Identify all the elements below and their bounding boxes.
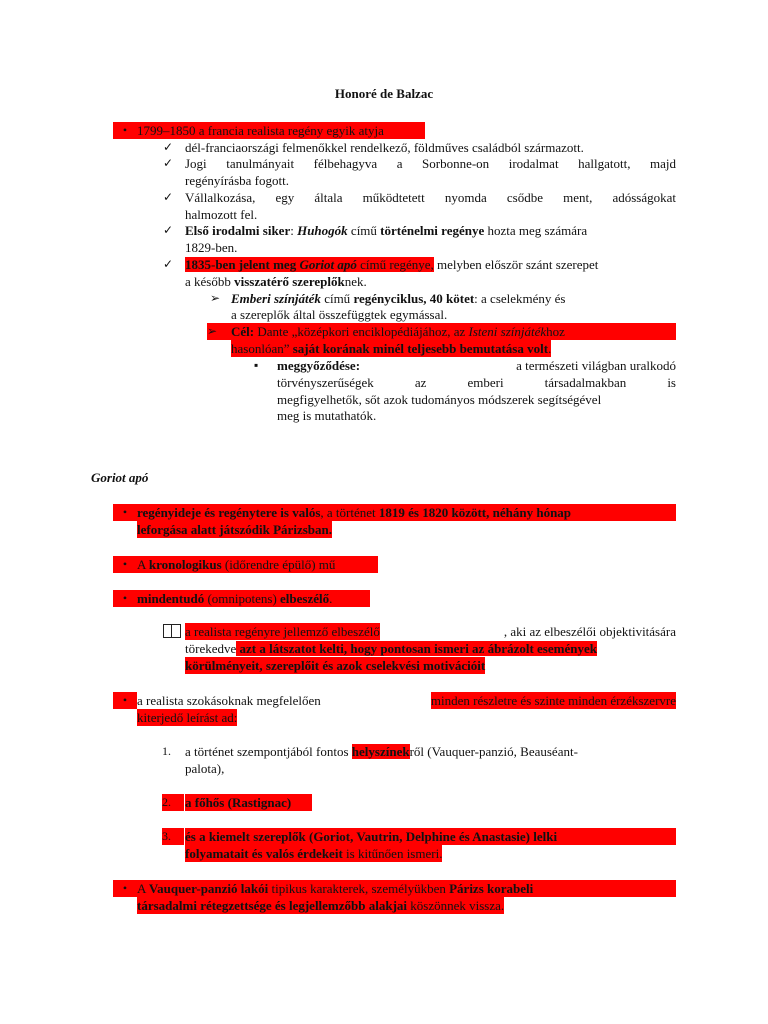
check-icon: ✓ (163, 140, 174, 154)
arrow-text: a szereplők által összefüggtek egymással. (231, 307, 448, 322)
arrow-text: Cél: Dante „középkori enciklopédiájához, az Isteni színjátékhoz (231, 323, 676, 340)
check-text: a később visszatérő szereplőknek. (185, 274, 367, 289)
arrow-icon: ➢ (207, 323, 231, 340)
bullet-marker: • (113, 504, 137, 521)
bullet-text: 1799–1850 a francia realista regény egyik atyja (137, 122, 425, 139)
book-text: a realista regényre jellemző elbeszélő , aki az elbeszélői objektivitására (185, 624, 676, 639)
list-number: 1. (162, 744, 171, 758)
check-text: Jogi tanulmányait félbehagyva a Sorbonne-on irodalmat hallgatott, majd (185, 156, 676, 171)
section-heading: Goriot apó (91, 470, 149, 485)
list-item-text: a történet szempontjából fontos helyszínekről (Vauquer-panzió, Beauséant- (185, 744, 578, 759)
book-text: törekedve azt a látszatot kelti, hogy pontosan ismeri az ábrázolt események (185, 641, 597, 656)
open-book-icon (163, 624, 181, 638)
check-text: regényírásba fogott. (185, 173, 289, 188)
check-icon: ✓ (163, 257, 174, 271)
bullet-marker: • (113, 692, 137, 709)
check-text: 1829-ben. (185, 240, 238, 255)
list-item-text: folyamatait és valós érdekeit is kitűnően ismeri. (185, 846, 443, 861)
bullet-text: regényideje és regénytere is valós, a történet 1819 és 1820 között, néhány hónap (137, 504, 676, 521)
list-item-text: a főhős (Rastignac) (185, 794, 312, 811)
check-icon: ✓ (163, 223, 174, 237)
list-number: 3. (162, 828, 184, 845)
bullet-text: a realista szokásoknak megfelelően minden részletre és szinte minden érzékszervre (137, 693, 676, 708)
bullet-text: A Vauquer-panzió lakói tipikus karakterek, személyükben Párizs korabeli (137, 880, 676, 897)
check-text: Vállalkozása, egy általa működtetett nyomda csődbe ment, adósságokat (185, 190, 676, 205)
arrow-text: Emberi színjáték című regényciklus, 40 kötet: a cselekmény és (231, 291, 566, 306)
bullet-text: leforgása alatt játszódik Párizsban. (137, 522, 332, 537)
check-icon: ✓ (163, 156, 174, 170)
list-item-text: és a kiemelt szereplők (Goriot, Vautrin, Delphine és Anastasie) lelki (185, 828, 676, 845)
check-text: 1835-ben jelent meg Goriot apó című regénye, melyben először szánt szerepet (185, 257, 599, 272)
check-text: dél-franciaországi felmenőkkel rendelkező, földműves családból származott. (185, 140, 584, 155)
sub-text: megfigyelhetők, sőt azok tudományos módszerek segítségével (277, 392, 602, 407)
page-title: Honoré de Balzac (334, 86, 434, 101)
bullet-text: kiterjedő leírást ad: (137, 710, 238, 725)
bullet-marker: • (113, 590, 137, 607)
list-item-text: palota), (185, 761, 225, 776)
check-icon: ✓ (163, 190, 174, 204)
sub-text: meg is mutathatók. (277, 408, 377, 423)
square-bullet-icon: ▪ (254, 358, 259, 372)
bullet-text: A kronologikus (időrendre épülő) mű (137, 556, 378, 573)
bullet-text: társadalmi rétegzettsége és legjellemzőbb alakjai köszönnek vissza. (137, 898, 505, 913)
sub-text: törvényszerűségek az emberi társadalmakban is (277, 375, 676, 390)
sub-text: meggyőződése: a természeti világban uralkodó (277, 358, 676, 373)
bullet-text: mindentudó (omnipotens) elbeszélő. (137, 590, 370, 607)
book-text: körülményeit, szereplőit és azok cselekvési motivációit (185, 658, 486, 673)
bullet-marker: • (113, 880, 137, 897)
bullet-marker: • (113, 556, 137, 573)
check-text: Első irodalmi siker: Huhogók című történelmi regénye hozta meg számára (185, 223, 588, 238)
check-text: halmozott fel. (185, 207, 258, 222)
bullet-marker: • (113, 122, 137, 139)
list-number: 2. (162, 794, 184, 811)
arrow-text: hasonlóan” saját korának minél teljesebb bemutatása volt. (231, 341, 552, 356)
arrow-icon: ➢ (210, 291, 221, 305)
